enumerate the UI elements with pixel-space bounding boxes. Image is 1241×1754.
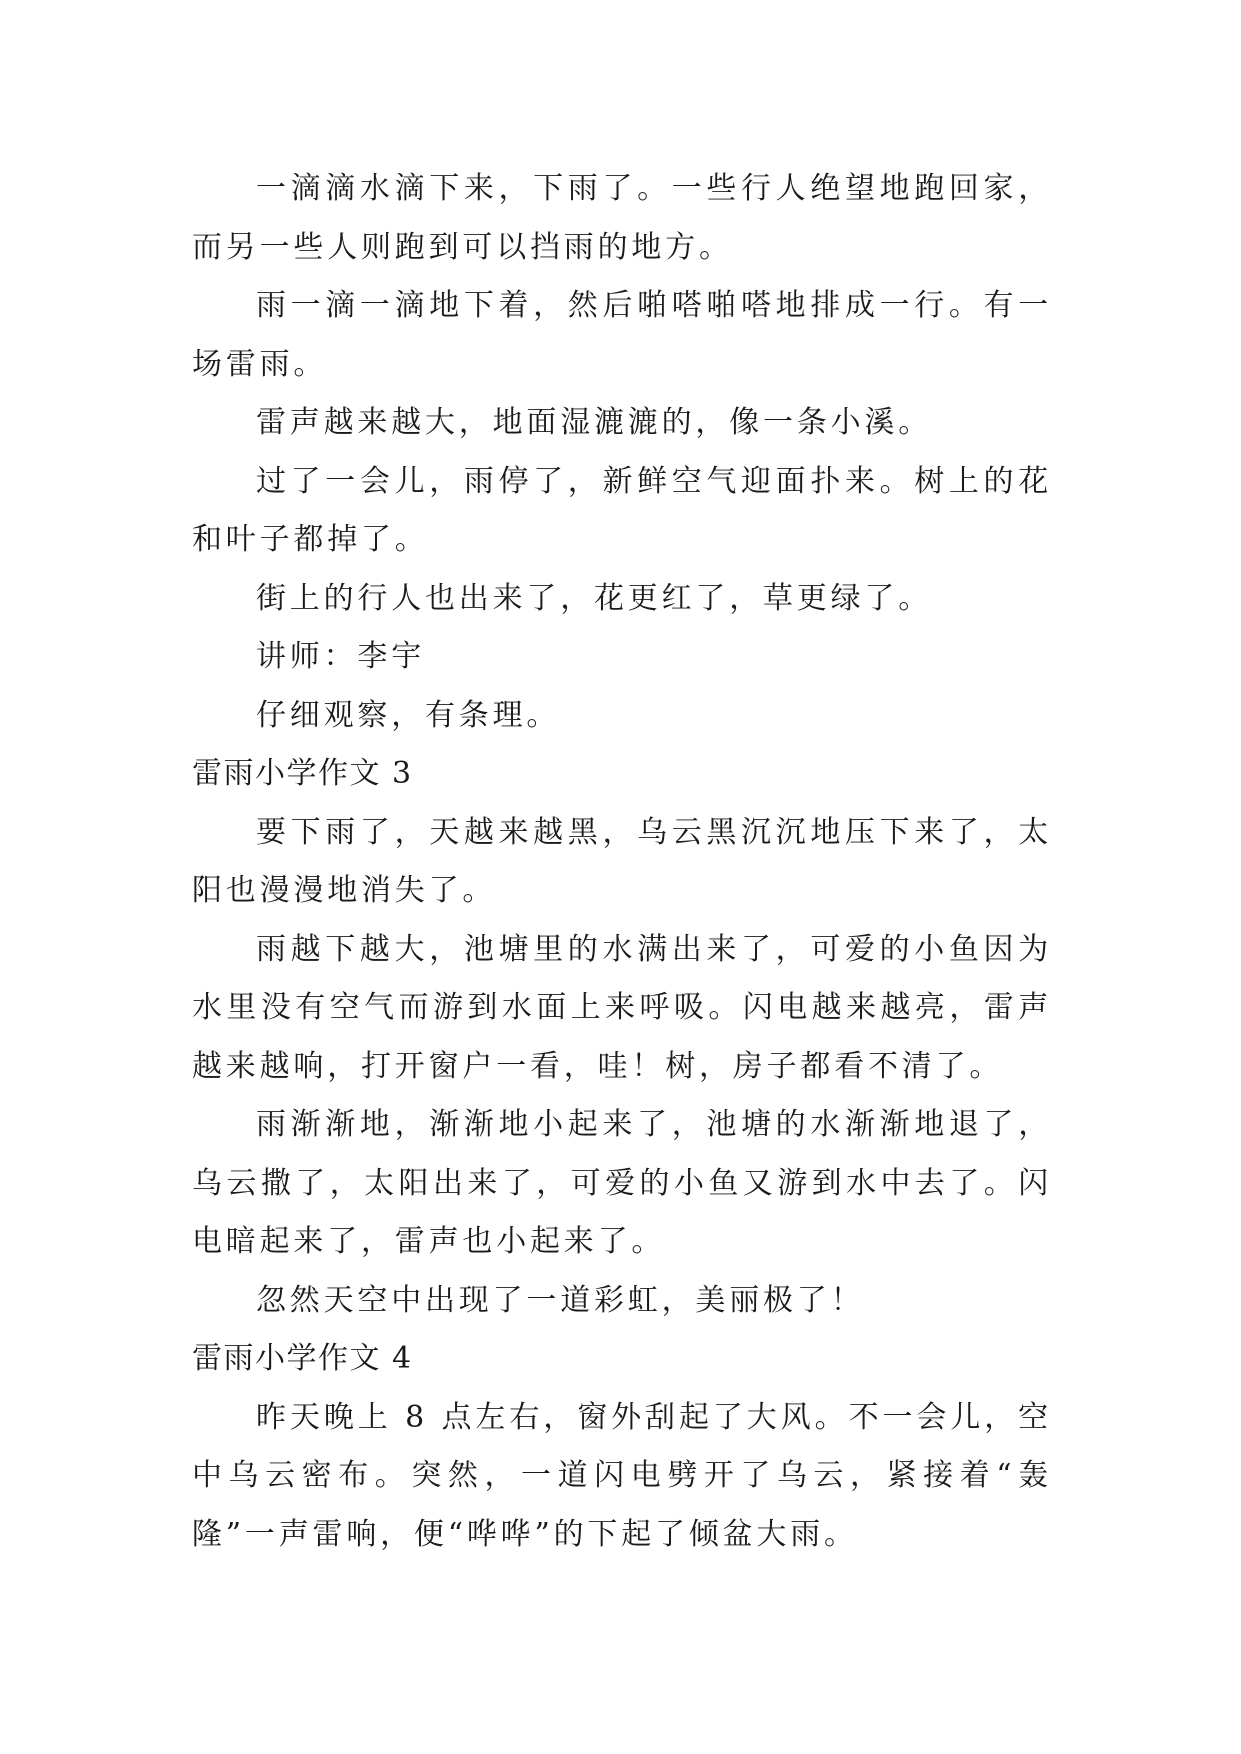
essay-title: 雷雨小学作文 3	[192, 756, 413, 791]
paragraph: 街上的行人也出来了，花更红了，草更绿了。	[256, 580, 932, 616]
paragraph: 雨一滴一滴地下着，然后啪嗒啪嗒地排成一行。有一场雷雨。	[192, 288, 1052, 382]
paragraph: 雨越下越大，池塘里的水满出来了，可爱的小鱼因为水里没有空气而游到水面上来呼吸。闪电越来越亮，雷声越来越响，打开窗户一看，哇！树，房子都看不清了。	[192, 931, 1052, 1084]
essay-title: 雷雨小学作文 4	[192, 1341, 413, 1376]
instructor-line: 讲师：李宇	[256, 639, 425, 674]
document-body	[192, 160, 1052, 1564]
paragraph: 忽然天空中出现了一道彩虹，美丽极了！	[256, 1282, 865, 1318]
paragraph: 过了一会儿，雨停了，新鲜空气迎面扑来。树上的花和叶子都掉了。	[192, 463, 1052, 557]
paragraph: 雨渐渐地，渐渐地小起来了，池塘的水渐渐地退了，乌云撒了，太阳出来了，可爱的小鱼又游到水中去了。闪电暗起来了，雷声也小起来了。	[192, 1107, 1052, 1259]
comment-line: 仔细观察，有条理。	[256, 697, 561, 733]
paragraph: 要下雨了，天越来越黑，乌云黑沉沉地压下来了，太阳也漫漫地消失了。	[192, 814, 1052, 908]
paragraph: 雷声越来越大，地面湿漉漉的，像一条小溪。	[256, 405, 932, 440]
paragraph: 一滴滴水滴下来，下雨了。一些行人绝望地跑回家，而另一些人则跑到可以挡雨的地方。	[192, 171, 1052, 265]
paragraph: 昨天晚上 8 点左右，窗外刮起了大风。不一会儿，空中乌云密布。突然，一道闪电劈开了乌云，紧接着“轰隆”一声雷响，便“哗哗”的下起了倾盆大雨。	[192, 1399, 1052, 1552]
